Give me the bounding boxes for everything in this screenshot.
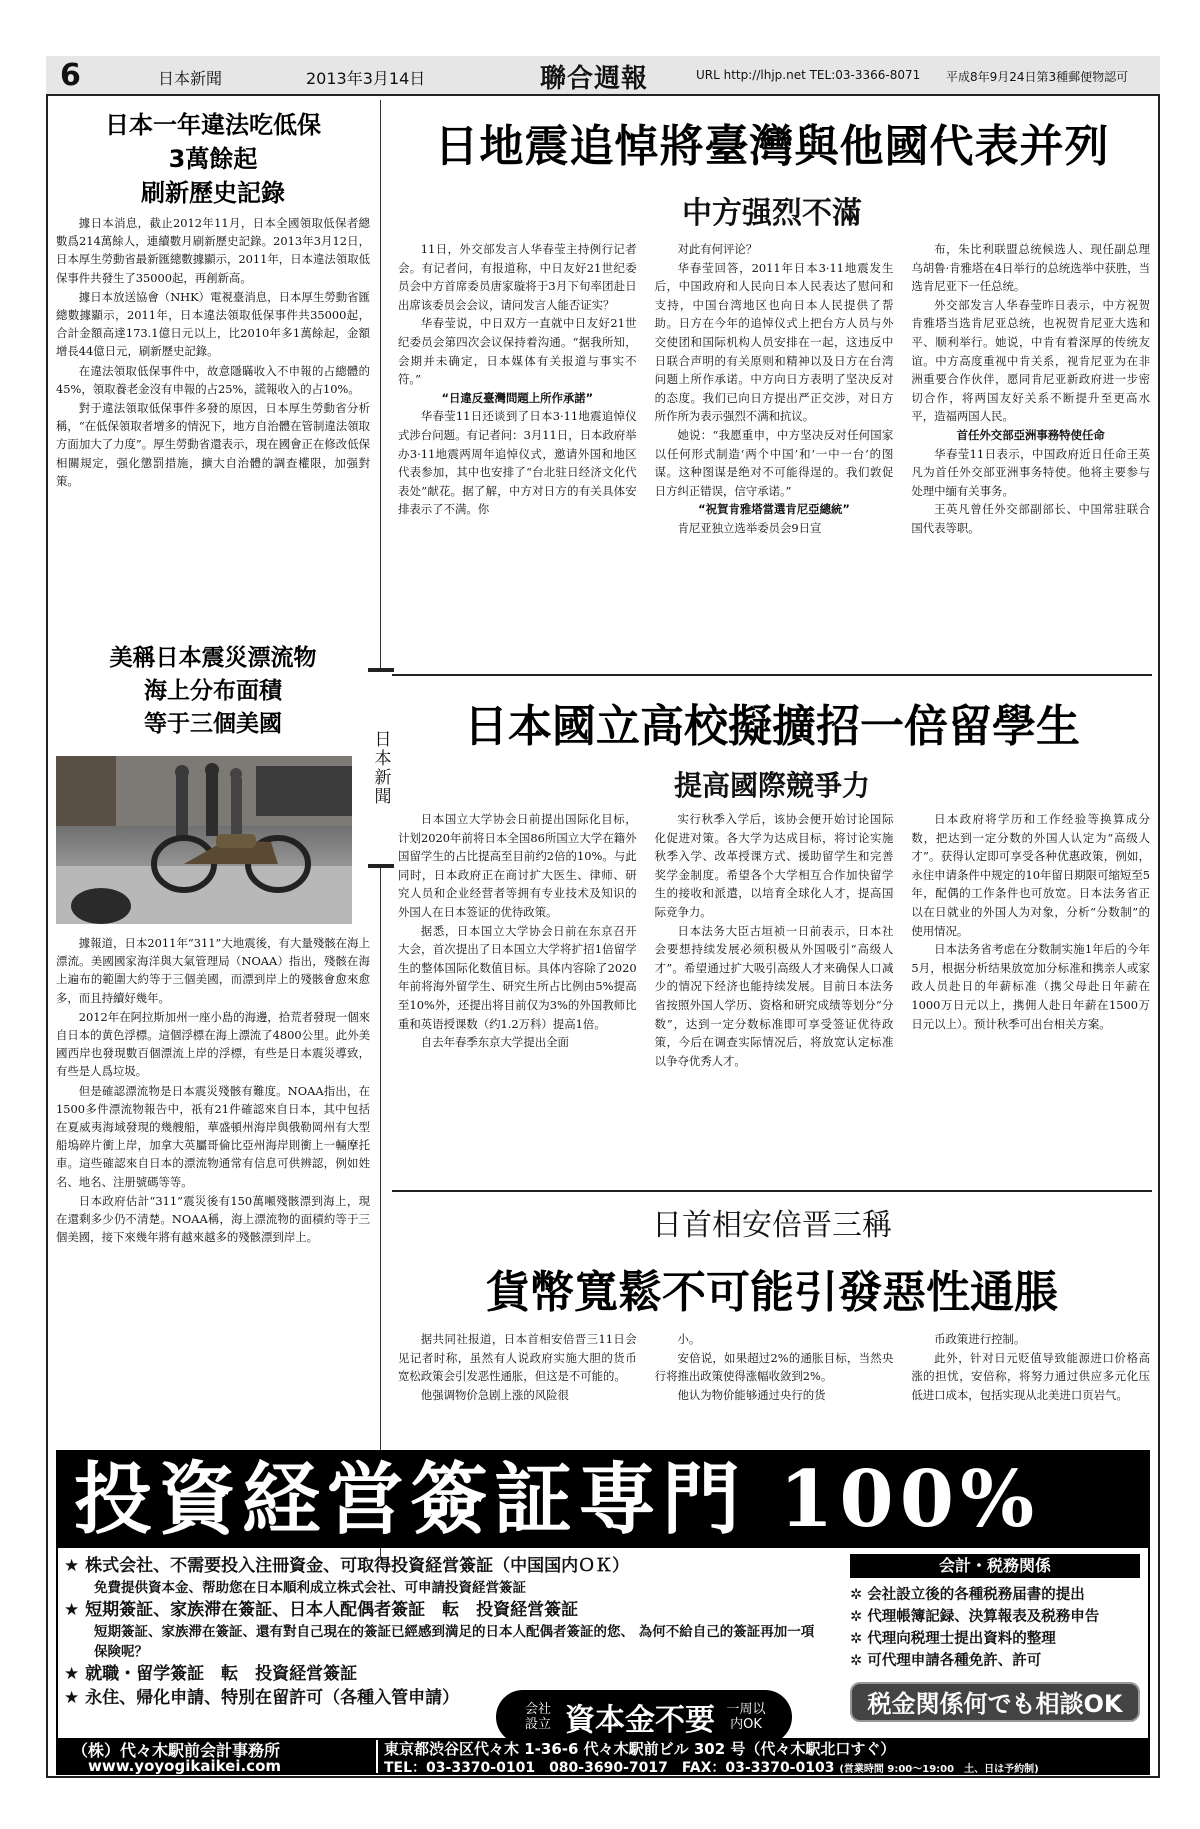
issue-date: 2013年3月14日	[306, 69, 426, 88]
company-name: （株）代々木駅前会計事務所	[72, 1741, 281, 1760]
text-column	[655, 1330, 894, 1404]
paragraph: 他强调物价急剧上涨的风险很	[420, 1387, 569, 1402]
newspaper-brand: 聯合週報	[540, 64, 649, 94]
photo-illustration	[56, 756, 352, 924]
paragraph: 日本法务大臣古垣祯一日前表示，日本社会要想持续发展必须积极从外国吸引“高级人才”。希望通过扩大吸引高级人才来确保人口减少的情况下经济也能持续发展。目前日本法务省按照外国人学历、资格和研究成绩等划分“分数”，达到一定分数标准即可享受签证优待政策，今后在调查实际情况后，将放宽认定标准以争夺优秀人才。	[654, 923, 894, 1068]
section-name: 日本新聞	[158, 69, 223, 88]
paragraph: 据共同社报道，日本首相安倍晋三11日会见记者时称，虽然有人说政府实施大胆的货币宽松政策会引发恶性通胀，但这是不可能的。	[398, 1332, 637, 1384]
advertisement	[56, 1450, 1150, 1775]
title-line: 美稱日本震災漂流物	[109, 645, 317, 671]
paragraph: 自去年春季东京大学提出全面	[420, 1035, 569, 1050]
subsection-heading: 首任外交部亞洲事務特使任命	[956, 427, 1105, 442]
story3-headline: 貨幣寬鬆不可能引發惡性通脹	[486, 1267, 1058, 1318]
badge-left: 会社設立	[524, 1702, 551, 1732]
paragraph: 她说：“我愿重申，中方坚决反对任何国家以任何形式制造‘两个中国’和‘一中一台’的图谋。这种图谋是绝对不可能得逞的。我们敦促日方纠正错误，信守承诺。”	[654, 427, 894, 498]
company-website: www.yoyogikaikei.com	[88, 1757, 282, 1775]
paragraph: 王英凡曾任外交部副部长、中国常驻联合国代表等职。	[911, 502, 1151, 535]
story1-headline: 日地震追悼將臺灣與他國代表并列	[434, 121, 1110, 172]
postal-permit: 平成8年9月24日第3種郵便物認可	[946, 70, 1129, 84]
paragraph: 日本政府估計“311”震災後有150萬噸殘骸漂到海上，現在還剩多少仍不清楚。NOAA稱，海上漂流物的面積約等于三個美國，接下來幾年將有越來越多的殘骸漂到岸上。	[56, 1193, 370, 1245]
accounting-item: ✲ 可代理申請各種免許、許可	[850, 1653, 1042, 1669]
story2-headline: 日本國立高校擬擴招一倍留學生	[464, 701, 1080, 752]
paragraph: 安倍说，如果超过2%的通胀目标，当然央行将推出政策使得涨幅收敛到2%。	[654, 1350, 894, 1384]
left-article2-title	[56, 642, 370, 741]
ad-line: ★ 株式会社、不需要投入注冊資金、可取得投資経営簽証（中国国内ＯＫ）	[64, 1556, 630, 1576]
title-line: 日本一年違法吃低保	[105, 111, 321, 139]
text-column	[398, 1330, 637, 1404]
paragraph: 外交部发言人华春莹昨日表示，中方祝贺肯雅塔当选肯尼亚总统，也祝贺肯尼亚大选和平、顺利举行。她说，中肯有着深厚的传统友谊。中方高度重视中肯关系，视肯尼亚为在非洲重要合作伙伴，愿同肯尼亚新政府进一步密切合作，将两国友好关系不断提升至更高水平，造福两国人民。	[911, 297, 1151, 424]
paragraph: 华春莹回答，2011年日本3·11地震发生后，中国政府和人民向日本人民表达了慰问和支持，中国台湾地区也向日本人民提供了帮助。日方在今年的追悼仪式上把台方人员与外交使团和国际机构人员安排在一起，这违反中日联合声明的有关原则和精神以及日方在台湾问题上所作承诺。中方向日方表明了坚决反对的态度。我们已向日方提出严正交涉，对日方所作所为表示强烈不满和抗议。	[654, 260, 894, 424]
text-column	[911, 1330, 1150, 1404]
paragraph: 肯尼亚独立选举委员会9日宣	[677, 520, 822, 535]
left-article2-body	[56, 934, 370, 1247]
title-line: 3萬餘起	[168, 145, 258, 173]
paragraph: 此外，针对日元贬值导致能源进口价格高涨的担忧，安倍称，将努力通过供应多元化压低进口成本，包括实现从北美进口页岩气。	[911, 1350, 1151, 1402]
paragraph: 日本政府将学历和工作经验等换算成分数，把达到一定分数的外国人认定为“高级人才”。获得认定即可享受各种优惠政策，例如，永住申请条件中规定的10年留日期限可缩短至5年，配偶的工作条件也可放宽。日本法务省正以在日就业的外国人为对象，分析“分数制”的使用情况。	[911, 812, 1151, 938]
paragraph: 11日，外交部发言人华春莹主持例行记者会。有记者问，有报道称，中日友好21世纪委员会中方首席委员唐家璇将于3月下旬率团赴日出席该委员会会议，请问发言人能否证实？	[398, 242, 637, 312]
contact-url: URL http://lhjp.net TEL:03-3366-8071	[696, 68, 921, 82]
ad-line: ★ 永住、帰化申請、特別在留許可（各種入管申請）	[64, 1688, 460, 1708]
paragraph: 华春莹说，中日双方一直就中日友好21世纪委员会第四次会议保持着沟通。“据我所知，会期并未确定，日本媒体有关报道与事实不符。”	[398, 316, 637, 387]
paragraph: 据悉，日本国立大学协会日前在东京召开大会，首次提出了日本国立大学将扩招1倍留学生的整体国际化数值目标。具体内容除了2020年前将海外留学生、研究生所占比例由5%提高至10%外，还提出将目前仅为3%的外国教师比重和英语授课数（约1.2万科）提高1倍。	[398, 923, 637, 1031]
phone-numbers: TEL：03-3370-0101 080-3690-7017 FAX：03-3370-0103	[384, 1760, 835, 1776]
story1-subhead: 中方强烈不滿	[682, 196, 862, 231]
footer-divider	[376, 1740, 378, 1773]
text-column	[911, 810, 1150, 1070]
story1-body	[398, 240, 1150, 538]
accounting-item: ✲ 代理向税理士提出資料的整理	[850, 1631, 1056, 1647]
paragraph: 在違法領取低保事件中，故意隱瞞收入不申報的占總體的45%，領取養老金沒有申報的占25%，謊報收入的占10%。	[56, 363, 370, 396]
ad-service-list	[64, 1554, 824, 1710]
badge-main: 資本金不要	[565, 1703, 715, 1738]
accounting-item: ✲ 代理帳簿記録、決算報表及税務申告	[850, 1609, 1100, 1625]
story3-body	[398, 1330, 1150, 1404]
paragraph: 日本国立大学协会日前提出国际化目标，计划2020年前将日本全国86所国立大学在籍外国留学生的占比提高至目前约2倍的10%。与此同时，日本政府正在商讨扩大医生、律师、研究人员和企业经营者等拥有专业技术及知识的外国人在日本签证的优待政策。	[398, 812, 637, 919]
story-divider	[392, 1190, 1152, 1192]
story2-subhead: 提高國際競爭力	[673, 769, 870, 802]
left-article1-body	[56, 214, 370, 491]
company-phone	[384, 1757, 1039, 1777]
tax-consult-button: 税金関係何でも相談OK	[850, 1682, 1140, 1722]
paragraph: 实行秋季入学后，该协会便开始讨论国际化促进对策。各大学为达成目标，将讨论实施秋季入学、改革授课方式、援助留学生和完善奖学金制度。希望各个大学相互合作加快留学生的接收和派遣，以培育全球化人才，提高国际竞争力。	[654, 812, 894, 919]
paragraph: 據報道，日本2011年“311”大地震後，有大量殘骸在海上漂流。美國國家海洋與大氣管理局（NOAA）指出，殘骸在海上遍布的範圍大約等于三個美國，而漂到岸上的殘骸會愈來愈多，而且持續好幾年。	[56, 936, 370, 1005]
text-column	[655, 240, 894, 538]
ad-line: ★ 短期簽証、家族滞在簽証、日本人配偶者簽証 転 投資経営簽証	[64, 1600, 579, 1620]
story3-kicker: 日首相安倍晋三稱	[652, 1208, 892, 1243]
masthead	[46, 56, 1160, 96]
paragraph: 日本法务省考虑在分数制实施1年后的今年5月，根据分析结果放宽加分标准和携亲人或家政人员赴日的年薪标准（携父母赴日年薪在1000万日元以上，携佣人赴日年薪在1500万日元以上）。预计秋季可出台相关方案。	[911, 942, 1151, 1031]
page-number: 6	[60, 58, 81, 93]
paragraph: 2012年在阿拉斯加州一座小島的海邊，拾荒者發現一個來自日本的黄色浮標。這個浮標在海上漂流了4800公里。此外美國西岸也發現數百個漂流上岸的浮標，有些是日本震災導致，有些是人爲垃圾。	[56, 1009, 370, 1079]
paragraph: 对此有何评论？	[677, 242, 758, 256]
motorcycle-photo	[56, 756, 352, 924]
text-column	[655, 810, 894, 1070]
title-line: 海上分布面積	[144, 678, 282, 704]
text-column	[398, 240, 637, 538]
ad-subline: 免費提供資本金、帮助您在日本順利成立株式会社、可申請投資経営簽証	[94, 1580, 526, 1596]
accounting-header: 会計・税務関係	[850, 1554, 1140, 1578]
paragraph: 华春莹11日表示，中国政府近日任命王英凡为首任外交部亚洲事务特使。他将主要参与处理中缅有关事务。	[911, 446, 1151, 498]
capital-free-badge	[496, 1690, 792, 1744]
paragraph: 但是確認漂流物是日本震災殘骸有難度。NOAA指出，在1500多件漂流物報告中，祇有21件確認來自日本，其中包括在夏威夷海域發現的幾艘船，華盛頓州海岸與俄勒岡州有大型船塢碎片衝上岸，加拿大英屬哥倫比亞州海岸則衝上一輛摩托車。這些確認來自日本的漂流物通常有信息可供辨認，例如姓名、地名、注册號碼等等。	[56, 1083, 370, 1189]
text-column	[398, 810, 637, 1070]
paragraph: 币政策进行控制。	[934, 1332, 1026, 1346]
accounting-item: ✲ 会社設立後的各種税務届書的提出	[850, 1587, 1085, 1603]
ad-line: ★ 就職・留学簽証 転 投資経営簽証	[64, 1664, 358, 1684]
paragraph: 據日本消息，截止2012年11月，日本全國領取低保者總數爲214萬餘人，連續數月刷新歷史記錄。2013年3月12日，日本厚生勞動省最新匯總數據顯示，2011年，日本違法領取低保事件共發生了35000起，再創新高。	[56, 216, 370, 285]
title-line: 等于三個美國	[144, 711, 282, 737]
paragraph: 布，朱比利联盟总统候选人、现任副总理乌胡鲁·肯雅塔在4日举行的总统选举中获胜，当选肯尼亚下一任总统。	[911, 242, 1151, 294]
paragraph: 對于違法領取低保事件多發的原因，日本厚生勞動省分析稱，“在低保領取者增多的情況下，地方自治體在管制違法領取方面加大了力度”。厚生勞動省還表示，現在國會正在修改低保相關規定，强化懲罰措施，擴大自治體的調查權限，加强對策。	[56, 401, 370, 488]
badge-right: 一周以内OK	[726, 1702, 766, 1732]
ad-subline: 短期簽証、家族滞在簽証、還有對自己現在的簽証已經感到満足的日本人配偶者簽証的您、 為何不給自己的簽証再加一項保険呢？	[94, 1624, 815, 1660]
story-divider	[392, 674, 1152, 676]
ad-footer	[58, 1738, 1148, 1775]
company-address: 東京都渋谷区代々木 1-36-6 代々木駅前ビル 302 号（代々木駅北口すぐ）	[384, 1740, 896, 1758]
paragraph: 小。	[677, 1332, 701, 1346]
story2-body	[398, 810, 1150, 1070]
paragraph: 他认为物价能够通过央行的货	[677, 1387, 826, 1402]
paragraph: 據日本放送協會（NHK）電視臺消息，日本厚生勞動省匯總數據顯示，2011年，日本違法領取低保事件共35000起，合計金額高達173.1億日元以上，比2010年多1萬餘起，金額增長44億日元，刷新歷史記錄。	[56, 289, 370, 359]
paragraph: 华春莹11日还谈到了日本3·11地震追悼仪式涉台问题。有记者问：3月11日，日本政府举办3·11地震两周年追悼仪式，邀请外国和地区代表参加，其中也安排了“台北驻日经济文化代表处”献花。据了解，中方对日方的有关具体安排表示了不满。你	[398, 409, 637, 517]
subsection-heading: “日違反臺灣問題上所作承諾”	[441, 390, 594, 405]
left-article1-title	[56, 108, 370, 210]
ad-accounting-box	[850, 1554, 1140, 1722]
ad-title: 投資経営簽証専門 100%	[58, 1452, 1148, 1548]
section-vertical-label: 日本新聞	[368, 668, 394, 868]
subsection-heading: “祝賀肯雅塔當選肯尼亞總統”	[698, 502, 850, 517]
text-column	[911, 240, 1150, 538]
business-hours: (営業時間 9:00～19:00 土、日は予約制)	[839, 1764, 1039, 1775]
title-line: 刷新歷史記錄	[141, 179, 285, 207]
